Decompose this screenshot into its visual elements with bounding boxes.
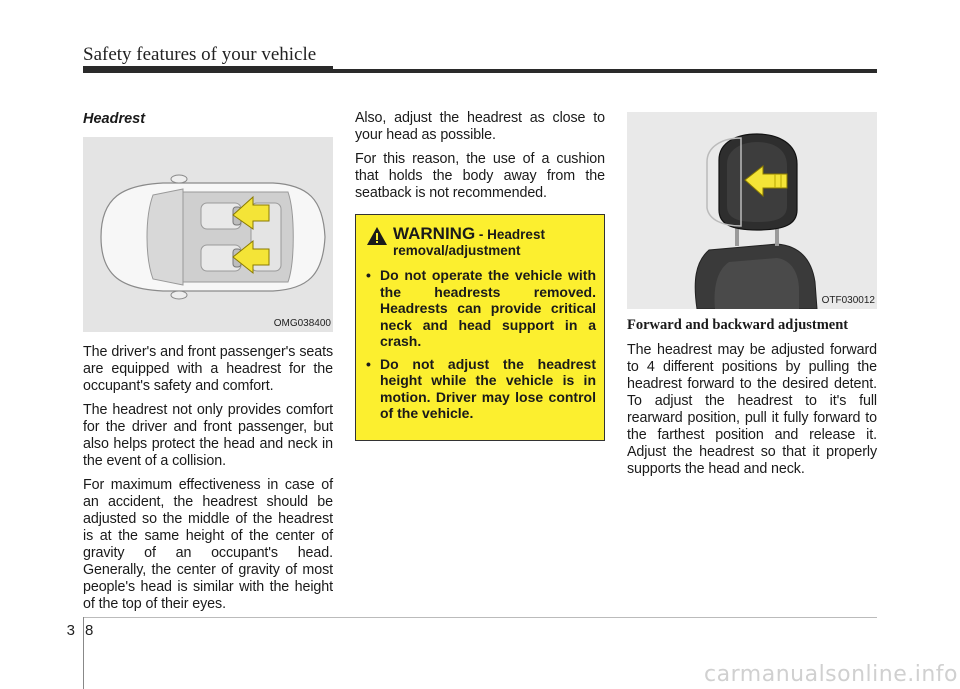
- left-column: [83, 108, 333, 620]
- watermark: carmanualsonline.info: [704, 662, 958, 687]
- figure-caption: Forward and backward adjustment: [627, 317, 849, 333]
- warning-header: [366, 225, 596, 259]
- paragraph: The headrest not only provides comfort for the driver and front passenger, but also helps protect the head and neck in the event of a collision.: [83, 402, 333, 469]
- header-rule: [83, 69, 877, 73]
- warning-item: • Do not operate the vehicle with the headrests removed. Headrests can provide critical neck and head support in a crash.: [366, 267, 596, 350]
- paragraph: For this reason, the use of a cushion that holds the body away from the seatback is not recommended.: [355, 151, 605, 201]
- page-header-title: Safety features of your vehicle: [83, 44, 317, 65]
- paragraph: The driver's and front passenger's seats are equipped with a headrest for the occupant's safety and comfort.: [83, 344, 333, 394]
- warning-title: [393, 225, 545, 243]
- car-top-view-figure: [83, 137, 333, 332]
- car-top-view-illustration: [83, 137, 333, 332]
- paragraph: For maximum effectiveness in case of an accident, the headrest should be adjusted so the middle of the headrest is at the same height of the center of gravity of an occupant's head. Generally, the center of gravity of most people's head is similar with the height of the top of their eyes.: [83, 477, 333, 612]
- warning-item: • Do not adjust the headrest height while the vehicle is in motion. Driver may lose control of the vehicle.: [366, 356, 596, 422]
- warning-label: WARNING: [393, 224, 476, 243]
- right-column: [627, 112, 877, 485]
- headrest-illustration: [627, 112, 877, 309]
- footer-rule: [83, 617, 877, 618]
- warning-subtitle: removal/adjustment: [393, 243, 521, 258]
- paragraph: The headrest may be adjusted forward to 4 different positions by pulling the headrest forward to the desired detent. To adjust the headrest to it's full rearward position, pull it fully forward to the farthest position and release it. Adjust the headrest so that it properly supports the head and neck.: [627, 342, 877, 477]
- warning-box: [355, 214, 605, 441]
- middle-column: [355, 110, 605, 441]
- warning-list: [366, 267, 596, 422]
- warning-title-suffix: - Headrest: [475, 227, 545, 242]
- page-number: 38: [66, 622, 104, 639]
- section-heading: Headrest: [83, 111, 146, 127]
- paragraph: Also, adjust the headrest as close to your head as possible.: [355, 110, 605, 143]
- warning-triangle-icon: [366, 226, 388, 246]
- headrest-figure: [627, 112, 877, 309]
- figure-code: OTF030012: [821, 295, 875, 306]
- figure-code: OMG038400: [273, 318, 331, 329]
